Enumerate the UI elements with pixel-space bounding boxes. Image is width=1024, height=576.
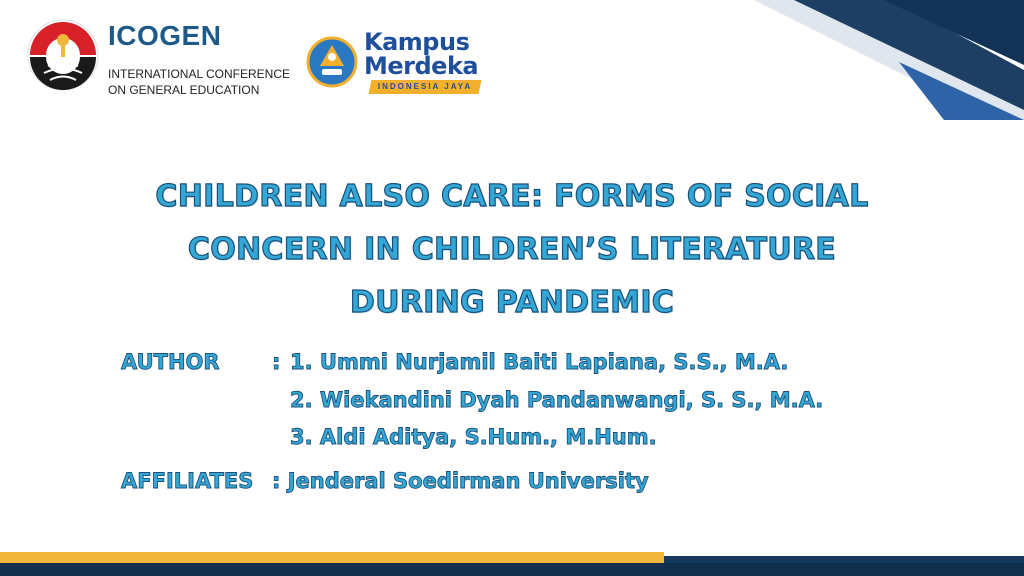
bottom-bar-navy [0,563,1024,576]
author-separator: : [272,350,281,374]
kampus-merdeka-logo [306,26,486,96]
merdeka-word: Merdeka [364,52,479,80]
author-name-2: 2. Wiekandini Dyah Pandanwangi, S. S., M.A. [290,388,824,412]
indonesia-jaya-text: INDONESIA JAYA [377,82,473,91]
icogen-brand: ICOGEN [108,20,222,51]
bottom-bar-accent [664,556,1024,563]
bottom-bar-gold [0,552,664,563]
presentation-title [110,170,914,329]
tut-wuri-handayani-seal-icon [306,36,358,88]
title-line-2: CONCERN IN CHILDREN’S LITERATURE [187,232,837,267]
icogen-logo [26,18,316,98]
icogen-emblem-icon [26,18,100,92]
author-label: AUTHOR [121,350,220,374]
author-name-1: 1. Ummi Nurjamil Baiti Lapiana, S.S., M.A. [290,350,789,374]
title-line-3: DURING PANDEMIC [349,285,675,320]
kampus-word: Kampus [364,28,470,56]
affiliates-label: AFFILIATES [121,469,254,493]
affiliates-value: : Jenderal Soedirman University [272,469,649,493]
icogen-subtitle [108,66,290,98]
author-name-3: 3. Aldi Aditya, S.Hum., M.Hum. [290,425,657,449]
indonesia-jaya-banner [369,80,482,94]
corner-decoration [694,0,1024,120]
title-line-1: CHILDREN ALSO CARE: FORMS OF SOCIAL [155,179,869,214]
icogen-subtitle-line2: ON GENERAL EDUCATION [108,83,260,97]
icogen-subtitle-line1: INTERNATIONAL CONFERENCE [108,67,291,81]
